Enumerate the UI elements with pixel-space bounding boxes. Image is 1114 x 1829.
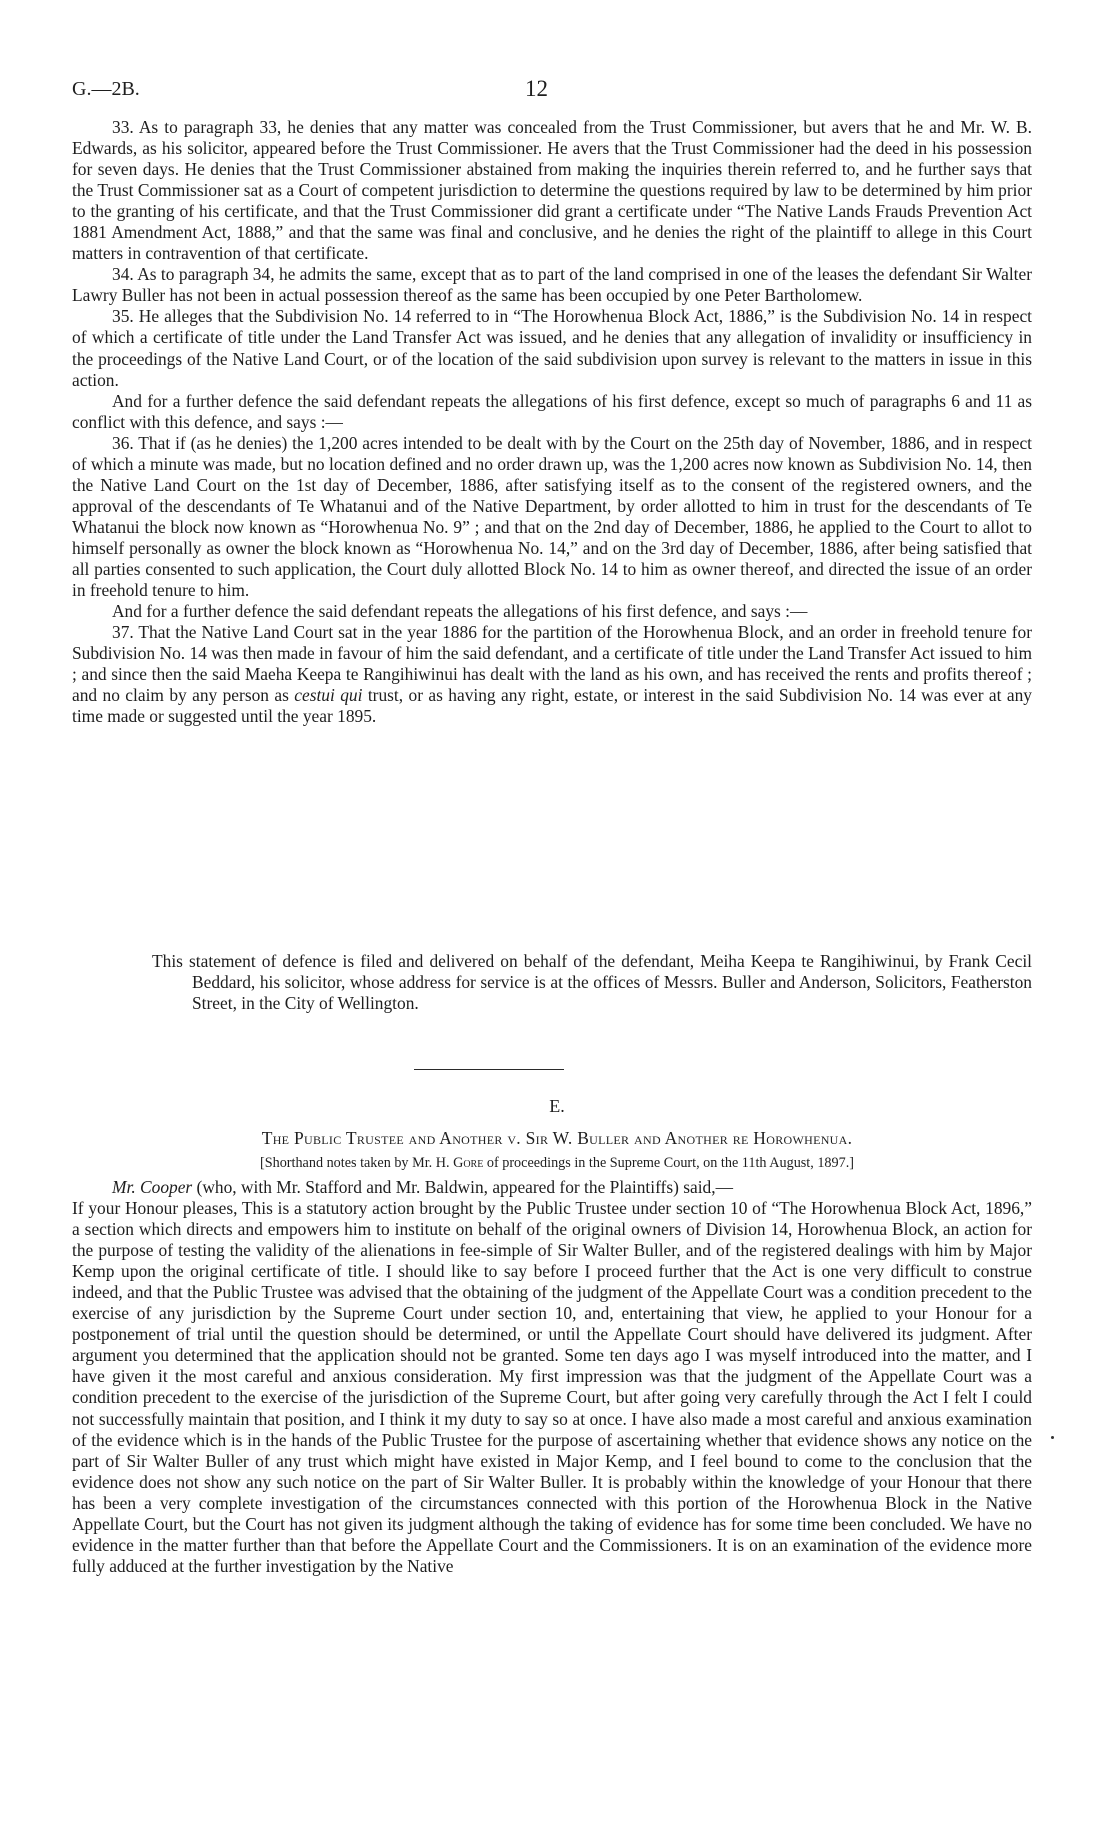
speaker-name: Mr. Cooper — [112, 1177, 193, 1197]
section-letter: E. — [549, 1096, 565, 1116]
shorthand-note: [Shorthand notes taken by Mr. H. Gore of proceedings in the Supreme Court, on the 11th August, 1897.] — [259, 1155, 854, 1171]
case-title: The Public Trustee and Another v. Sir W. Buller and Another re Horowhenua. — [261, 1128, 853, 1148]
signature-statement-block — [152, 951, 1032, 1014]
cestui-qui-term: cestui qui — [294, 685, 363, 706]
statement-of-defence-body — [72, 117, 1032, 727]
paragraph-34: 34. As to paragraph 34, he admits the same, except that as to part of the land comprised in one of the leases the defendant Sir Walter Lawry Buller has not been in actual possession thereof as the same has been occupied by one Peter Bartholomew. — [72, 264, 1032, 306]
margin-mark — [1051, 1436, 1054, 1439]
page-number: 12 — [525, 76, 548, 101]
section-divider — [414, 1069, 564, 1070]
page-header — [72, 78, 1032, 108]
transcript-speech: If your Honour pleases, This is a statutory action brought by the Public Trustee under section 10 of “The Horowhenua Block Act, 1896,” a section which directs and empowers him to institute on behalf of the original owners of Division 14, Horowhenua Block, an action for the purpose of testing the validity of the alienations in fee-simple of Sir Walter Buller, and of the registered dealings with him by Major Kemp upon the original certificate of title. I should like to say before I proceed further that the Act is one very difficult to construe indeed, and that the Public Trustee was advised that the obtaining of the judgment of the Appellate Court was a condition precedent to the exercise of any jurisdiction by the Supreme Court under section 10, and, entertaining that view, he applied to your Honour for a postponement of trial until the question should be determined, or until the Appellate Court should have delivered its judgment. After argument you determined that the application should not be granted. Some ten days ago I was myself introduced into the matter, and I have given it the most careful and anxious consideration. My first impression was that the judgment of the Appellate Court was a condition precedent to the exercise of the jurisdiction of the Supreme Court, but after going very carefully through the Act I felt I could not successfully maintain that position, and I think it my duty to say so at once. I have also made a most careful and anxious examination of the evidence which is in the hands of the Public Trustee for the purpose of ascertaining whether that evidence shows any notice on the part of Sir Walter Buller of any trust which might have existed in Major Kemp, and I feel bound to come to the conclusion that the evidence does not show any such notice on the part of Sir Walter Buller. It is probably within the knowledge of your Honour that there has been a very complete investigation of the circumstances connected with this portion of the Horowhenua Block in the Native Appellate Court, but the Court has not given its judgment although the taking of evidence has for some time been concluded. We have no evidence in the matter further than that before the Appellate Court and the Commissioners. It is on an examination of the evidence more fully adduced at the further investigation by the Native — [72, 1198, 1032, 1576]
paragraph-36: 36. That if (as he denies) the 1,200 acres intended to be dealt with by the Court on the 25th day of November, 1886, and in respect of which a minute was made, but no location defined and no order drawn up, was the 1,200 acres now known as Subdivision No. 14, then the Native Land Court on the 1st day of December, 1886, after satisfying itself as to the consent of the registered owners, and the approval of the descendants of Te Whatanui and of the Native Department, by order allotted to him in trust for the descendants of Te Whatanui the block now known as “Horowhenua No. 9” ; and that on the 2nd day of December, 1886, he applied to the Court to allot to himself personally as owner the block known as “Horowhenua No. 14,” and on the 3rd day of December, 1886, after being satisfied that all parties consented to such application, the Court duly allotted Block No. 14 to him as owner thereof, and directed the issue of an order in freehold tenure to him. — [72, 432, 1032, 601]
paragraph-35: 35. He alleges that the Subdivision No. 14 referred to in “The Horowhenua Block Act, 1886,” is the Subdivision No. 14 in respect of which a certificate of title under the Land Transfer Act was issued, and he denies that any allegation of invalidity or insufficiency in the proceedings of the Native Land Court, or of the location of the said subdivision upon survey is relevant to the matters in issue in this action. — [72, 306, 1032, 390]
transcript-body — [72, 1177, 1032, 1577]
paragraph-33: 33. As to paragraph 33, he denies that any matter was concealed from the Trust Commissioner, but avers that he and Mr. W. B. Edwards, as his solicitor, appeared before the Trust Commissioner. He avers that the Trust Commissioner had the deed in his possession for seven days. He denies that the Trust Commissioner abstained from making the inquiries therein referred to, and he further says that the Trust Commissioner sat as a Court of competent jurisdiction to determine the questions required by law to be determined by him prior to the granting of his certificate, and that the Trust Commissioner did grant a certificate under “The Native Lands Frauds Prevention Act 1881 Amendment Act, 1888,” and that the same was final and conclusive, and he denies the right of the plaintiff to allege in this Court matters in contravention of that certificate. — [72, 117, 1032, 264]
document-reference: G.—2B. — [72, 78, 140, 100]
reporter-name: Gore — [453, 1155, 484, 1171]
transcript-opening: Mr. Cooper (who, with Mr. Stafford and Mr. Baldwin, appeared for the Plaintiffs) said,— — [112, 1177, 733, 1197]
further-defence-intro: And for a further defence the said defendant repeats the allegations of his first defence, except so much of paragraphs 6 and 11 as conflict with this defence, and says :— — [72, 390, 1032, 432]
paragraph-37: 37. That the Native Land Court sat in the year 1886 for the partition of the Horowhenua Block, and an order in freehold tenure for Subdivision No. 14 was then made in favour of him the said defendant, and a certificate of title under the Land Transfer Act issued to him ; and since then the said Maeha Keepa te Rangihiwinui has dealt with the land as his own, and has received the rents and profits thereof ; and no claim by any person as cestui qui trust, or as having any right, estate, or interest in the said Subdivision No. 14 was ever at any time made or suggested until the year 1895. — [72, 622, 1032, 727]
further-defence-intro-2: And for a further defence the said defendant repeats the allegations of his first defence, and says :— — [112, 601, 808, 622]
signature-statement: This statement of defence is filed and delivered on behalf of the defendant, Meiha Keepa te Rangihiwinui, by Frank Cecil Beddard, his solicitor, whose address for service is at the offices of Messrs. Buller and Anderson, Solicitors, Featherston Street, in the City of Wellington. — [152, 951, 1032, 1014]
